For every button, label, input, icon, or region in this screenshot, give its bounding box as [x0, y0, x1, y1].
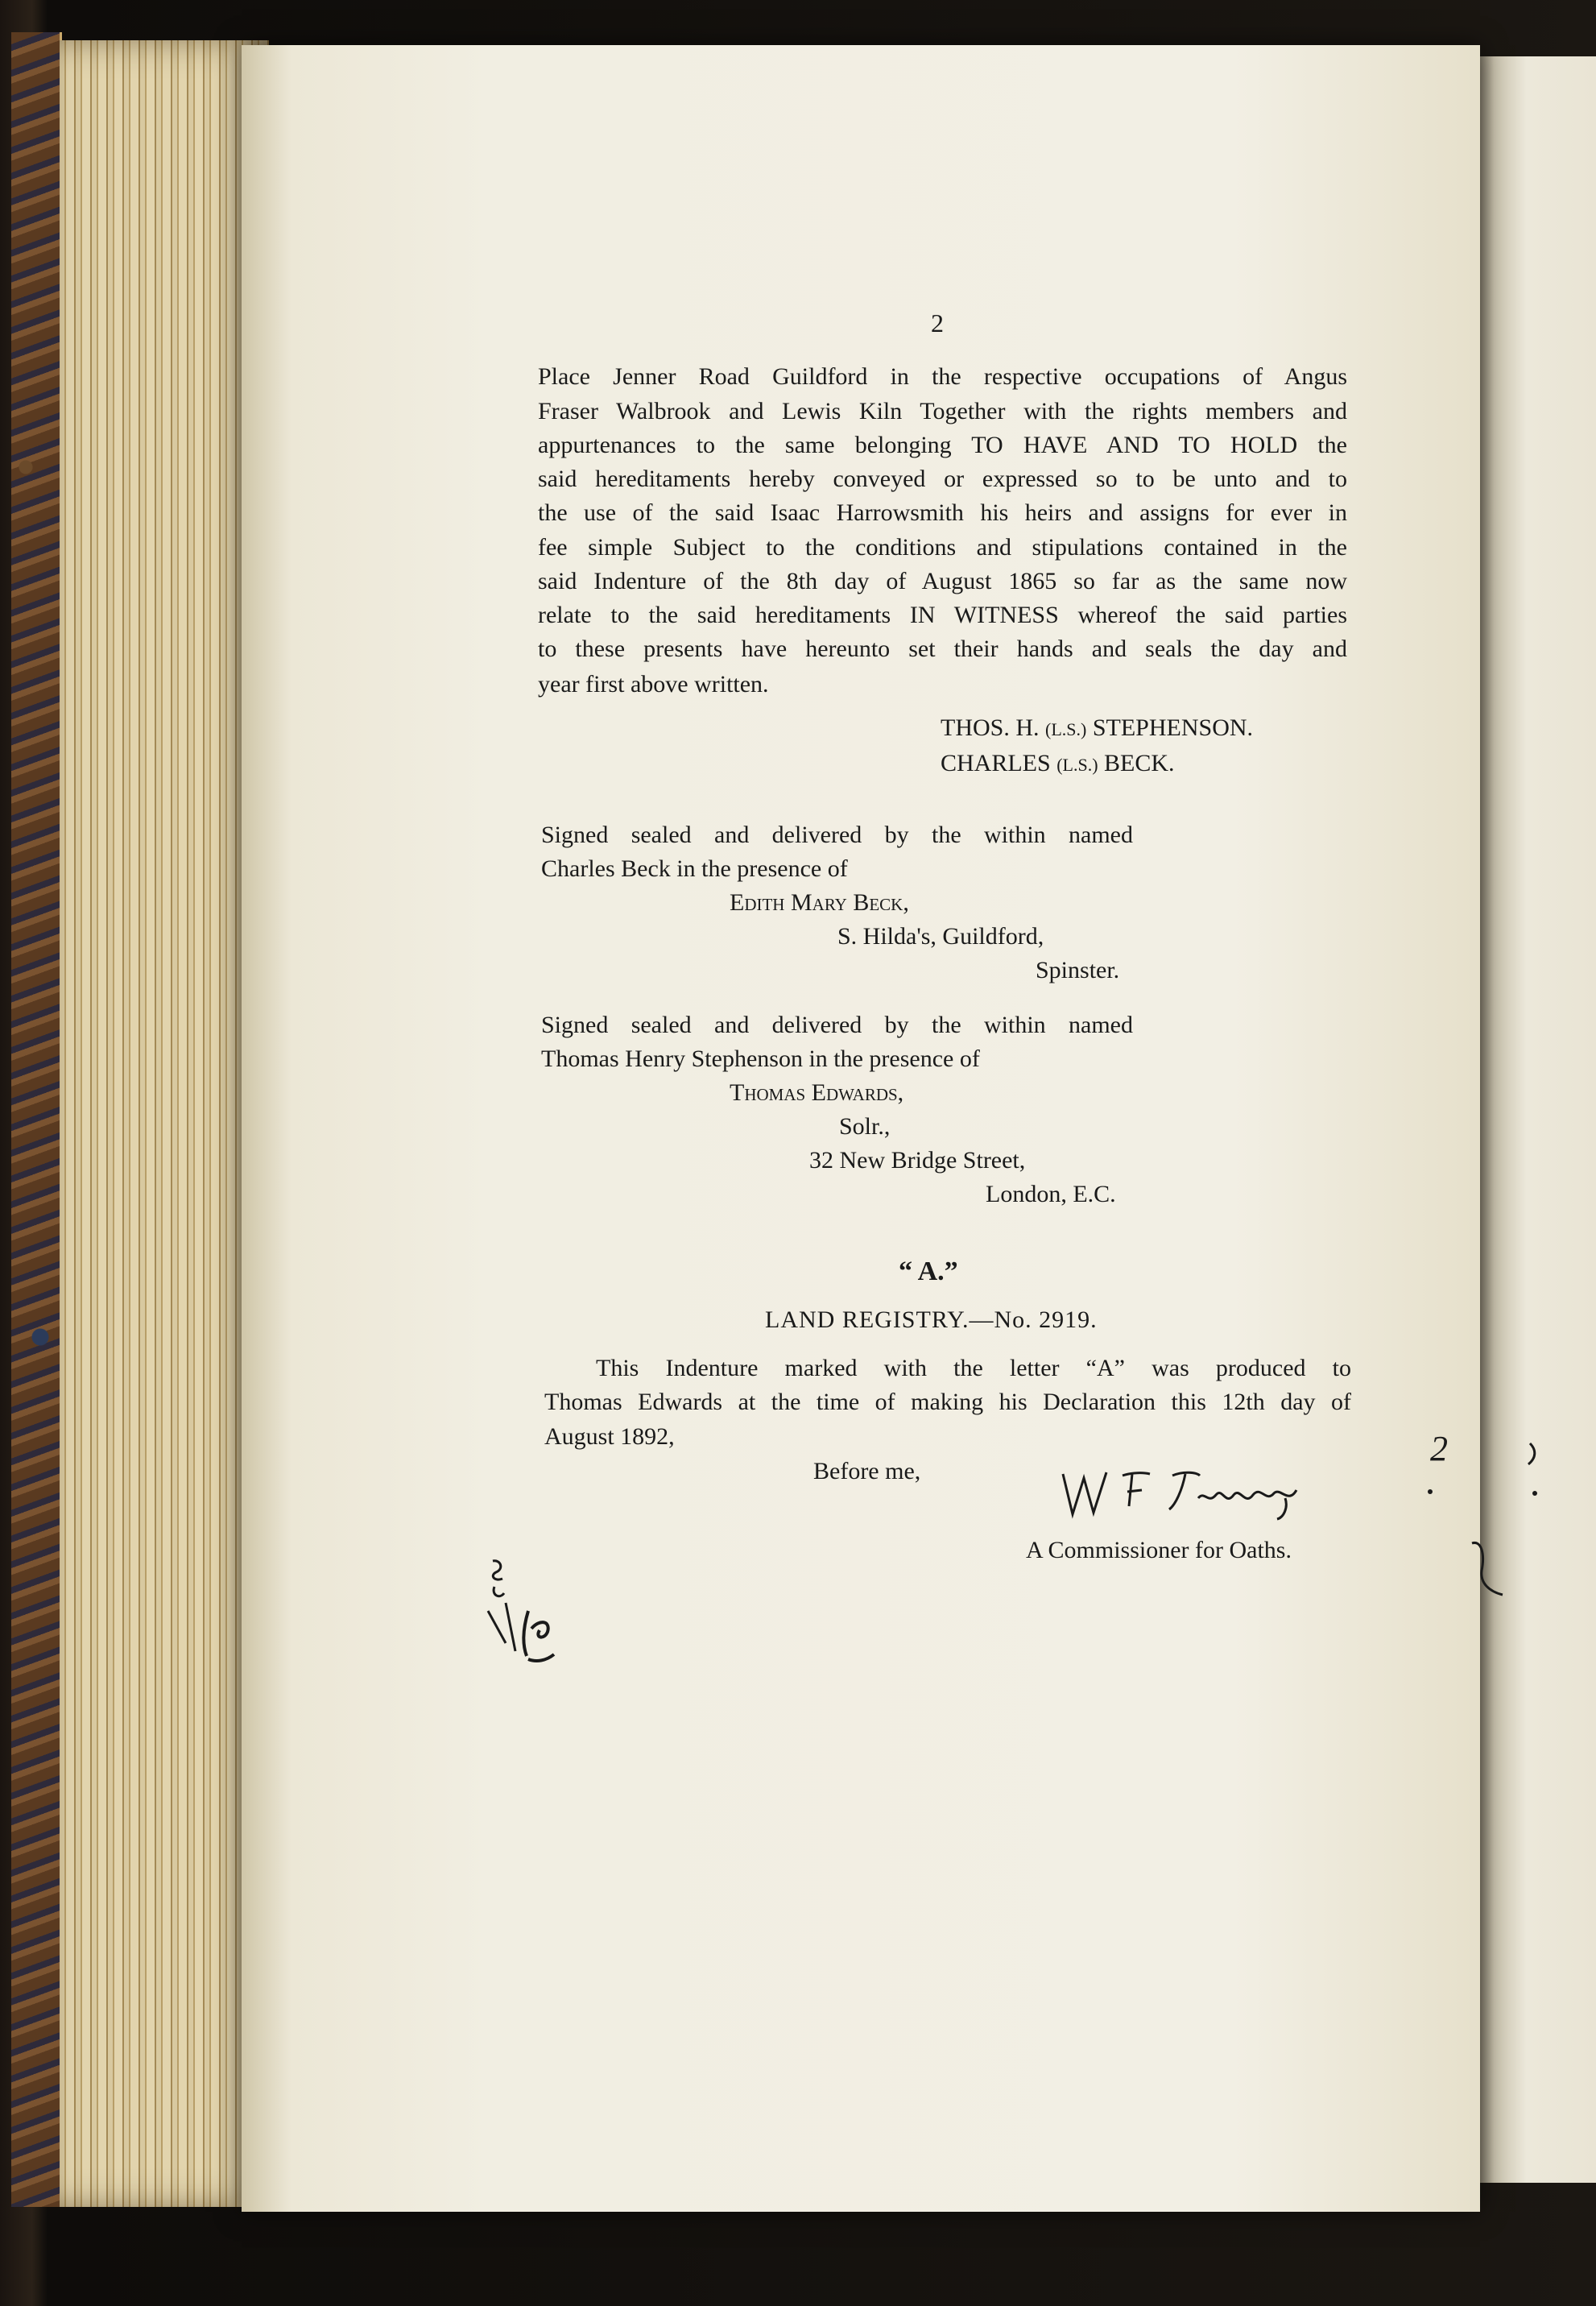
- commissioner-signature: [1055, 1458, 1313, 1522]
- registry-heading: LAND REGISTRY.—No. 2919.: [765, 1306, 1098, 1333]
- body-line: said hereditaments hereby conveyed or expressed so to be unto and to: [538, 466, 1347, 492]
- body-line: relate to the said hereditaments IN WITNESS whereof the said parties: [538, 602, 1347, 628]
- seal-mark: (L.S.): [1045, 719, 1087, 739]
- body-line: said Indenture of the 8th day of August 1865 so far as the same now: [538, 568, 1347, 594]
- witness-occupation: Solr.,: [839, 1113, 891, 1140]
- seal-mark: (L.S.): [1056, 755, 1098, 775]
- body-line: the use of the said Isaac Harrowsmith his heirs and assigns for ever in: [538, 499, 1347, 526]
- page-edges: [60, 40, 269, 2207]
- marginal-initials: [483, 1555, 580, 1675]
- witness-line: Signed sealed and delivered by the within named: [541, 1012, 1133, 1038]
- margin-scribbles: [1425, 1429, 1546, 1611]
- body-line: to these presents have hereunto set their hands and seals the day and: [538, 635, 1347, 662]
- margin-note: 2: [1430, 1429, 1448, 1468]
- witness-address: London, E.C.: [986, 1181, 1116, 1207]
- declaration-line: August 1892,: [544, 1423, 675, 1450]
- witness-address: S. Hilda's, Guildford,: [837, 923, 1044, 950]
- marbled-edge: [11, 32, 62, 2207]
- declaration-line: This Indenture marked with the letter “A” was produced to: [596, 1355, 1351, 1381]
- witness-name: Thomas Edwards,: [730, 1079, 904, 1106]
- body-line: year first above written.: [538, 671, 769, 698]
- witness-address: 32 New Bridge Street,: [809, 1147, 1026, 1174]
- page-number: 2: [931, 308, 944, 337]
- body-line: appurtenances to the same belonging TO HAVE AND TO HOLD the: [538, 432, 1347, 458]
- witness-name: Edith Mary Beck,: [730, 889, 909, 916]
- declaration-line: Thomas Edwards at the time of making his Declaration this 12th day of: [544, 1389, 1351, 1415]
- body-line: fee simple Subject to the conditions and stipulations contained in the: [538, 534, 1347, 561]
- facing-page: [1480, 56, 1596, 2183]
- signer-last: STEPHENSON.: [1092, 714, 1254, 741]
- signer-first: THOS. H.: [941, 714, 1040, 741]
- witness-line: Thomas Henry Stephenson in the presence of: [541, 1045, 980, 1072]
- witness-line: Signed sealed and delivered by the within named: [541, 822, 1133, 848]
- body-line: Place Jenner Road Guildford in the respective occupations of Angus: [538, 363, 1347, 390]
- signer-first: CHARLES: [941, 750, 1051, 776]
- witness-line: Charles Beck in the presence of: [541, 855, 848, 882]
- exhibit-mark: “ A.”: [899, 1257, 958, 1286]
- commissioner-title: A Commissioner for Oaths.: [1026, 1537, 1292, 1563]
- before-me: Before me,: [813, 1458, 921, 1484]
- signer-last: BECK.: [1104, 750, 1175, 776]
- body-line: Fraser Walbrook and Lewis Kiln Together with the rights members and: [538, 398, 1347, 424]
- witness-occupation: Spinster.: [1036, 957, 1120, 983]
